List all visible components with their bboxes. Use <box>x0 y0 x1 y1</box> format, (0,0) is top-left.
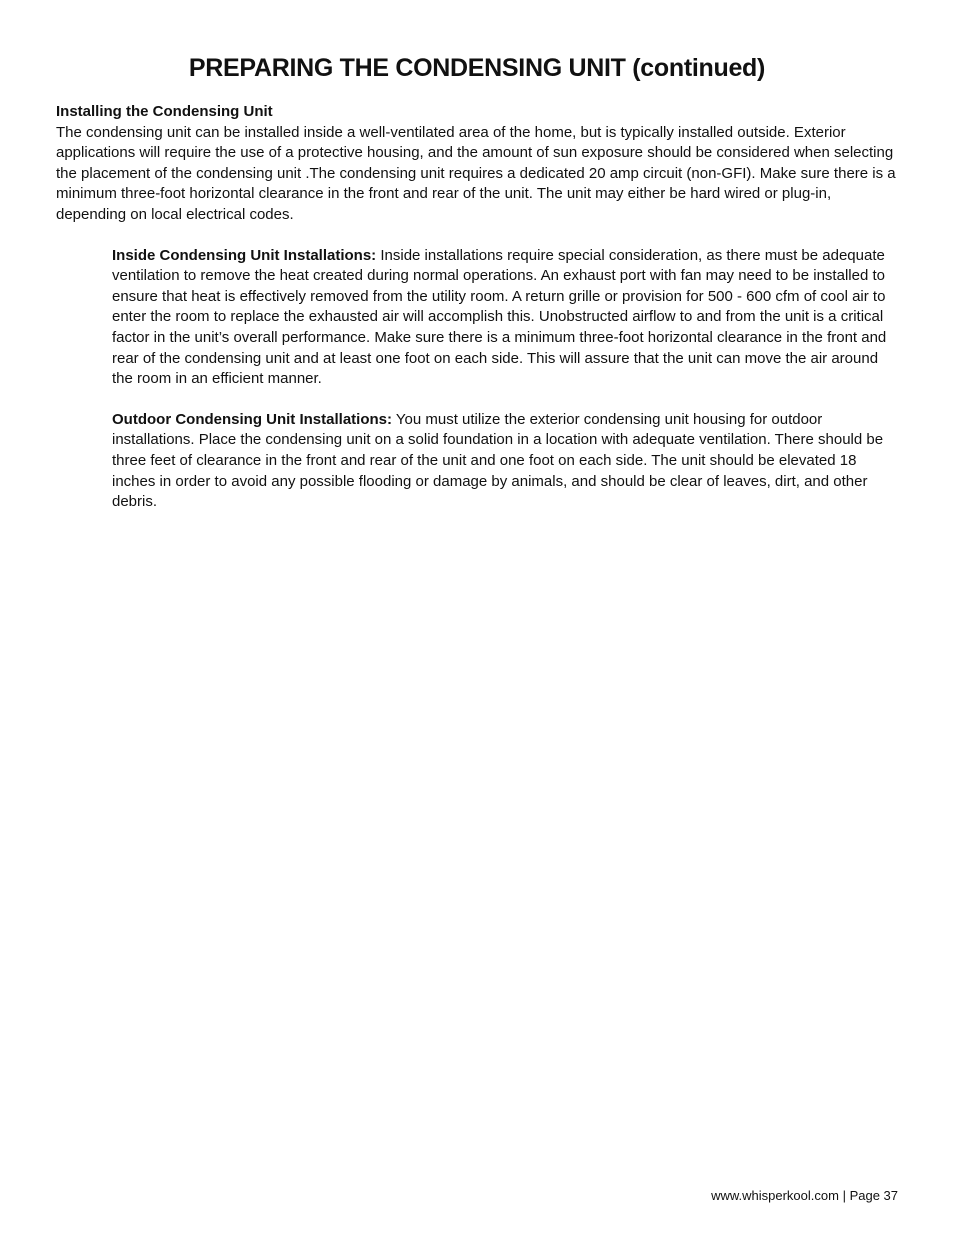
section-body: The condensing unit can be installed inside a well-ventilated area of the home, but is typically installed outside. Exterior applications will require the use of a protective housing, and the amount of sun exposure should be considered when selecting the placement of the condensing unit .The condensing unit requires a dedicated 20 amp circuit (non-GFI). Make sure there is a minimum three-foot horizontal clearance in the front and rear of the unit. The unit may either be hard wired or plug-in, depending on local electrical codes. <box>56 123 896 223</box>
subsection-body: You must utilize the exterior condensing unit housing for outdoor installations. Place the condensing unit on a solid foundation in a location with adequate ventilation. There should be three feet of clearance in the front and rear of the unit and one foot on each side. The unit should be elevated 18 inches in order to avoid any possible flooding or damage by animals, and should be clear of leaves, dirt, and other debris. <box>112 410 884 511</box>
inside-installations-subsection <box>112 246 902 390</box>
footer-website: www.whisperkool.com <box>711 1188 839 1203</box>
installing-section <box>56 102 902 513</box>
subsection-heading: Inside Condensing Unit Installations: <box>112 246 377 264</box>
outdoor-installations-subsection <box>112 410 902 513</box>
subsection-paragraph <box>112 410 902 513</box>
page-title: PREPARING THE CONDENSING UNIT (continued) <box>188 54 766 82</box>
section-heading: Installing the Condensing Unit <box>56 103 273 120</box>
subsection-paragraph <box>112 246 902 390</box>
subsection-heading: Outdoor Condensing Unit Installations: <box>112 410 392 428</box>
page-footer <box>711 1187 898 1205</box>
footer-separator: | <box>838 1188 850 1203</box>
subsection-body: Inside installations require special consideration, as there must be adequate ventilation to remove the heat created during normal operations. An exhaust port with fan may need to be installed to ensure that heat is effectively removed from the utility room. A return grille or provision for 500 - 600 cfm of cool air to enter the room to replace the exhausted air will accomplish this. Unobstructed airflow to and from the unit is a critical factor in the unit’s overall performance. Make sure there is a minimum three-foot horizontal clearance in the front and rear of the condensing unit and at least one foot on each side. This will assure that the unit can move the air around the room in an efficient manner. <box>112 246 887 388</box>
page-number: Page 37 <box>849 1188 898 1203</box>
